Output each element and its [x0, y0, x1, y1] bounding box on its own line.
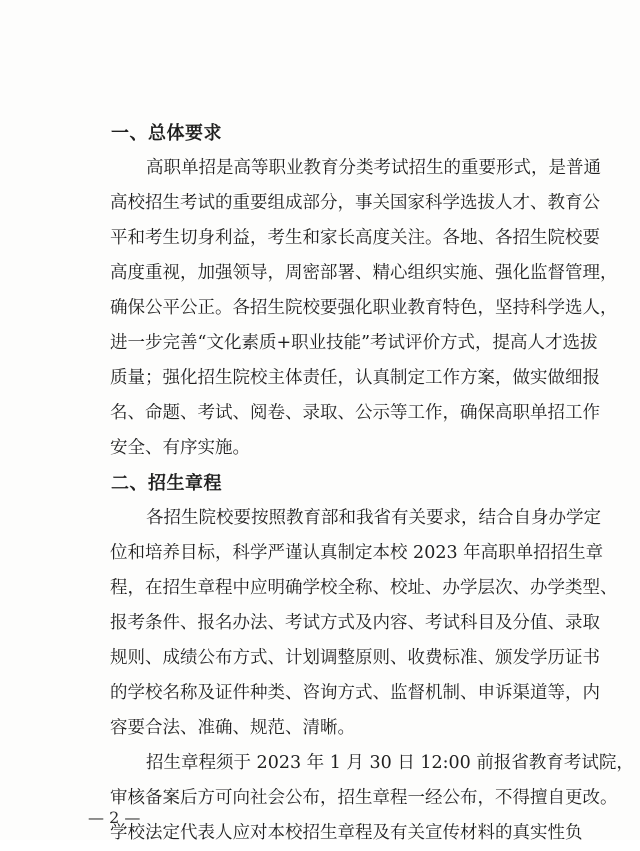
paragraph-admission-charter — [75, 501, 618, 746]
section-heading-admission-charter: 二、招生章程 — [111, 473, 222, 494]
paragraph-line: 容要合法、准确、规范、清晰。 — [110, 718, 355, 738]
paragraph-line: 高度重视，加强领导，周密部署、精心组织实施、强化监督管理， — [110, 263, 618, 283]
paragraph-charter-submission — [75, 746, 634, 851]
paragraph-line: 确保公平公正。各招生院校要强化职业教育特色，坚持科学选人， — [110, 298, 618, 318]
paragraph-line: 招生章程须于 2023 年 1 月 30 日 12:00 前报省教育考试院， — [146, 753, 634, 773]
paragraph-line: 程，在招生章程中应明确学校全称、校址、办学层次、办学类型、 — [110, 578, 618, 598]
paragraph-line: 高职单招是高等职业教育分类考试招生的重要形式，是普通 — [146, 158, 601, 178]
paragraph-line: 高校招生考试的重要组成部分，事关国家科学选拔人才、教育公 — [110, 193, 600, 213]
section-heading-overall-requirements: 一、总体要求 — [111, 123, 222, 144]
paragraph-overall-requirements — [75, 151, 618, 466]
paragraph-line: 质量；强化招生院校主体责任，认真制定工作方案，做实做细报 — [110, 368, 600, 388]
paragraph-line: 名、命题、考试、阅卷、录取、公示等工作，确保高职单招工作 — [110, 403, 600, 423]
paragraph-line: 学校法定代表人应对本校招生章程及有关宣传材料的真实性负 — [110, 823, 583, 843]
paragraph-line: 规则、成绩公布方式、计划调整原则、收费标准、颁发学历证书 — [110, 648, 600, 668]
paragraph-line: 报考条件、报名办法、考试方式及内容、考试科目及分值、录取 — [110, 613, 600, 633]
paragraph-line: 各招生院校要按照教育部和我省有关要求，结合自身办学定 — [146, 508, 601, 528]
paragraph-line: 位和培养目标，科学严谨认真制定本校 2023 年高职单招招生章 — [110, 543, 604, 563]
paragraph-line: 进一步完善“文化素质+职业技能”考试评价方式，提高人才选拔 — [110, 333, 598, 353]
document-body — [75, 116, 634, 851]
paragraph-line: 审核备案后方可向社会公布，招生章程一经公布，不得擅自更改。 — [110, 788, 618, 808]
paragraph-line: 的学校名称及证件种类、咨询方式、监督机制、申诉渠道等，内 — [110, 683, 600, 703]
paragraph-line: 安全、有序实施。 — [110, 438, 250, 458]
page-number: — 2 — — [88, 808, 141, 827]
paragraph-line: 平和考生切身利益，考生和家长高度关注。各地、各招生院校要 — [110, 228, 600, 248]
